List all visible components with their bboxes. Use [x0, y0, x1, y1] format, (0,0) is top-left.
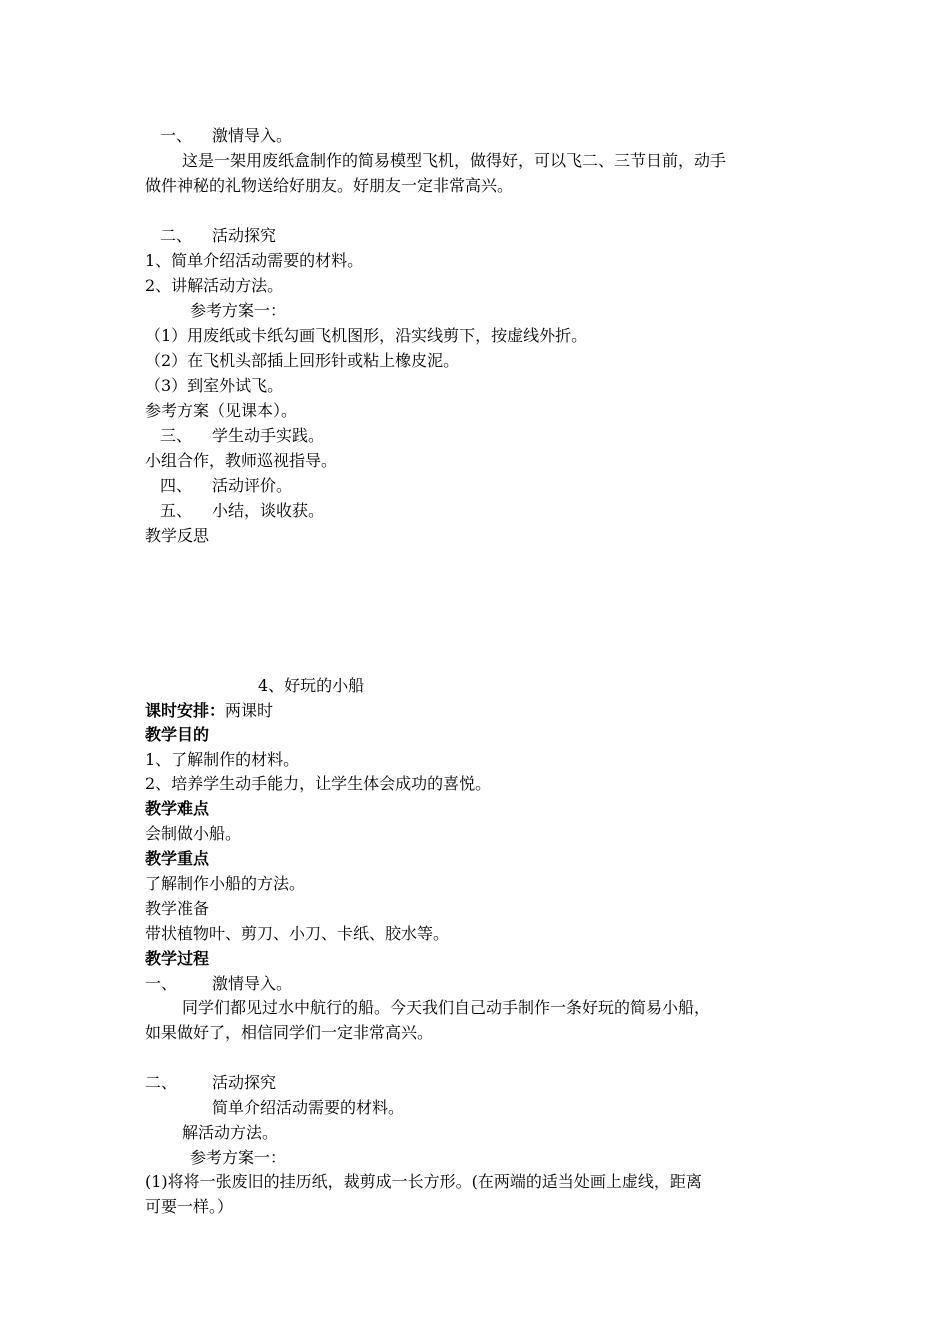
prep-text: 带状植物叶、剪刀、小刀、卡纸、胶水等。: [145, 924, 450, 943]
goals-heading: 教学目的: [145, 725, 210, 744]
section-2-item-2: 2、讲解活动方法。: [145, 276, 284, 295]
section-1-paragraph-line-1: 这是一架用废纸盒制作的简易模型飞机，做得好，可以飞二、三节日前，动手: [182, 151, 727, 170]
section-3-number: 三、: [160, 426, 193, 445]
process-plan-step-1-line-1: (1)将将一张废旧的挂历纸，裁剪成一长方形。(在两端的适当处画上虚线，距离: [145, 1172, 702, 1191]
plan-step-3: （3）到室外试飞。: [145, 376, 284, 395]
section-1-title: 激情导入。: [212, 126, 293, 145]
schedule-value: 两课时: [225, 701, 274, 720]
process-plan-title: 参考方案一：: [190, 1148, 287, 1167]
process-section-2-number: 二、: [145, 1073, 178, 1092]
section-3-title: 学生动手实践。: [212, 426, 325, 445]
process-section-1-title: 激情导入。: [212, 974, 293, 993]
process-section-2-item-1: 简单介绍活动需要的材料。: [212, 1098, 405, 1117]
section-5-number: 五、: [160, 501, 193, 520]
plan-step-1: （1）用废纸或卡纸勾画飞机图形，沿实线剪下，按虚线外折。: [145, 326, 588, 345]
section-4-number: 四、: [160, 476, 193, 495]
process-section-2-title: 活动探究: [212, 1073, 277, 1092]
process-section-1-line-2: 如果做好了，相信同学们一定非常高兴。: [145, 1023, 434, 1042]
goal-1: 1、了解制作的材料。: [145, 750, 300, 769]
process-plan-step-1-line-2: 可要一样。）: [145, 1197, 234, 1216]
key-heading: 教学重点: [145, 849, 210, 868]
key-text: 了解制作小船的方法。: [145, 874, 306, 893]
section-2-item-1: 1、简单介绍活动需要的材料。: [145, 251, 364, 270]
section-2-title: 活动探究: [212, 226, 277, 245]
section-1-paragraph-line-2: 做件神秘的礼物送给好朋友。好朋友一定非常高兴。: [145, 176, 514, 195]
prep-heading: 教学准备: [145, 899, 210, 918]
lesson-title: 4、好玩的小船: [258, 676, 365, 695]
plan-title: 参考方案一：: [190, 301, 287, 320]
difficulty-text: 会制做小船。: [145, 824, 242, 843]
section-3-text: 小组合作，教师巡视指导。: [145, 451, 338, 470]
reflection-heading: 教学反思: [145, 526, 210, 545]
plan-reference: 参考方案（见课本）。: [145, 401, 298, 420]
process-section-1-line-1: 同学们都见过水中航行的船。今天我们自己动手制作一条好玩的简易小船，: [182, 998, 711, 1017]
section-4-title: 活动评价。: [212, 476, 293, 495]
schedule-line: [145, 701, 273, 721]
plan-step-2: （2）在飞机头部插上回形针或粘上橡皮泥。: [145, 351, 460, 370]
section-1-number: 一、: [160, 126, 193, 145]
process-section-2-item-2: 解活动方法。: [182, 1123, 279, 1142]
difficulty-heading: 教学难点: [145, 799, 210, 818]
process-heading: 教学过程: [145, 949, 210, 968]
section-5-title: 小结，谈收获。: [212, 501, 325, 520]
section-2-number: 二、: [160, 226, 193, 245]
process-section-1-number: 一、: [145, 974, 178, 993]
schedule-label: 课时安排：: [145, 701, 226, 720]
goal-2: 2、培养学生动手能力，让学生体会成功的喜悦。: [145, 774, 492, 793]
